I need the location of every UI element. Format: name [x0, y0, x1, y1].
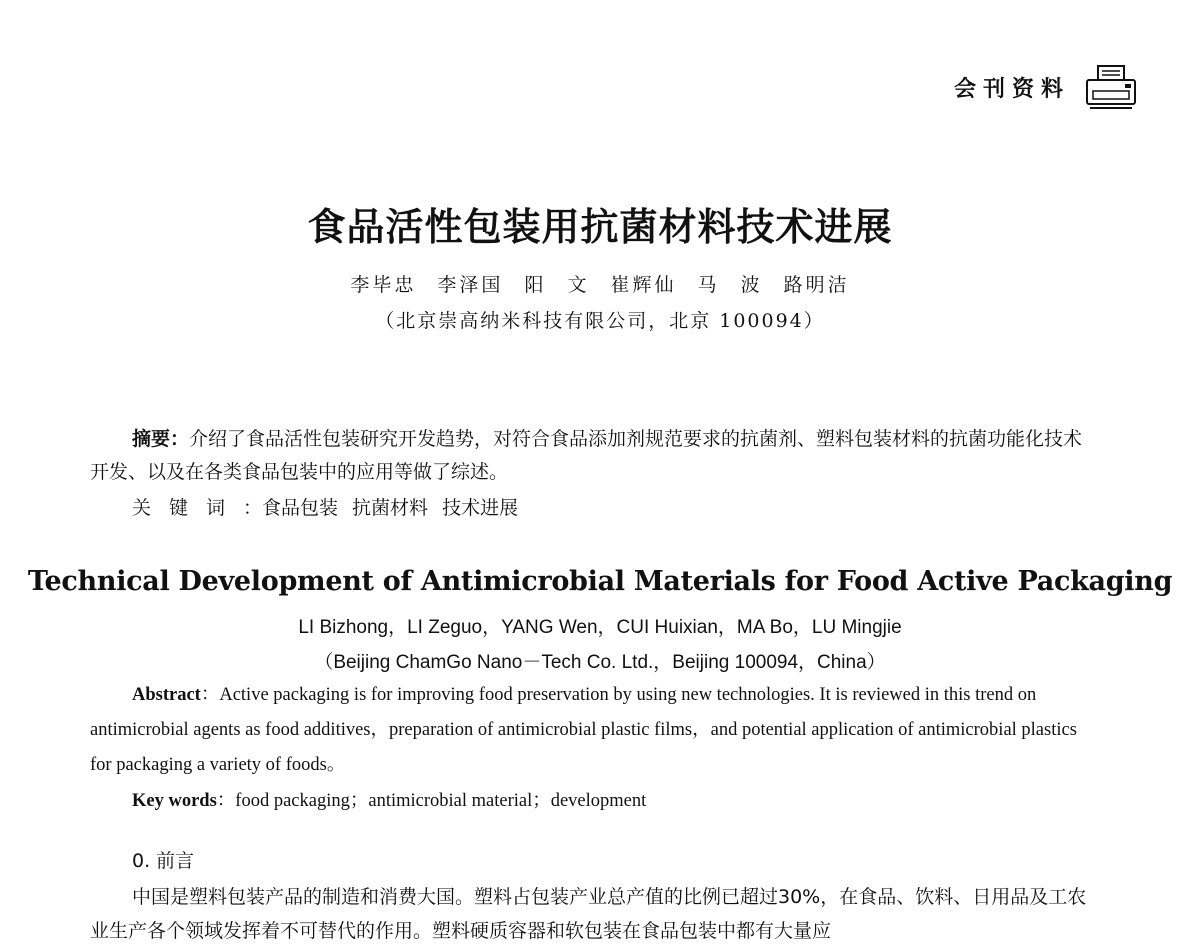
header-label: 会刊资料: [953, 76, 1070, 102]
keywords-cn: [132, 492, 1032, 525]
abstract-en-text: ：Active packaging is for improving food preservation by using new technologies. It is reviewed in this trend on antimicrobial agents as food additives，preparation of antimicrobial plastic films，and potential application of antimicrobial plastics for packaging a variety of foods。: [90, 685, 1077, 775]
keywords-cn-label: 关键词: [132, 497, 244, 519]
authors-cn: 李毕忠 李泽国 阳 文 崔辉仙 马 波 路明洁: [350, 274, 850, 296]
keywords-en: [132, 785, 1132, 818]
abstract-en: [90, 678, 1090, 783]
title-en: Technical Development of Antimicrobial Materials for Food Active Packaging: [27, 566, 1173, 597]
printer-icon: [1084, 64, 1138, 110]
authors-en: LI Bizhong，LI Zeguo，YANG Wen，CUI Huixian，MA Bo，LU Mingjie: [298, 617, 902, 638]
abstract-cn-label: 摘要：: [132, 428, 190, 450]
title-cn: 食品活性包装用抗菌材料技术进展: [307, 204, 893, 249]
keyword-item: 食品包装: [262, 497, 339, 519]
intro-paragraph: 中国是塑料包装产品的制造和消费大国。塑料占包装产业总产值的比例已超过30%，在食品、饮料、日用品及工农业生产各个领域发挥着不可替代的作用。塑料硬质容器和软包装在食品包装中都有大量应: [90, 886, 1087, 942]
keywords-cn-colon: ：: [243, 497, 263, 519]
keyword-item: 抗菌材料: [352, 497, 429, 519]
section-heading: 0. 前言: [132, 850, 195, 872]
abstract-en-label: Abstract: [132, 685, 201, 705]
keywords-en-text: ：food packaging；antimicrobial material；development: [216, 791, 647, 811]
header: [954, 64, 1138, 110]
abstract-cn-text: 介绍了食品活性包装研究开发趋势，对符合食品添加剂规范要求的抗菌剂、塑料包装材料的抗菌功能化技术开发、以及在各类食品包装中的应用等做了综述。: [90, 428, 1083, 483]
keywords-en-label: Key words: [132, 791, 217, 811]
affiliation-en: （Beijing ChamGo Nano－Tech Co. Ltd.，Beijing 100094，China）: [314, 652, 886, 673]
keyword-item: 技术进展: [442, 497, 519, 519]
affiliation-cn: （北京崇高纳米科技有限公司，北京 100094）: [375, 310, 825, 332]
abstract-cn: [90, 423, 1090, 489]
